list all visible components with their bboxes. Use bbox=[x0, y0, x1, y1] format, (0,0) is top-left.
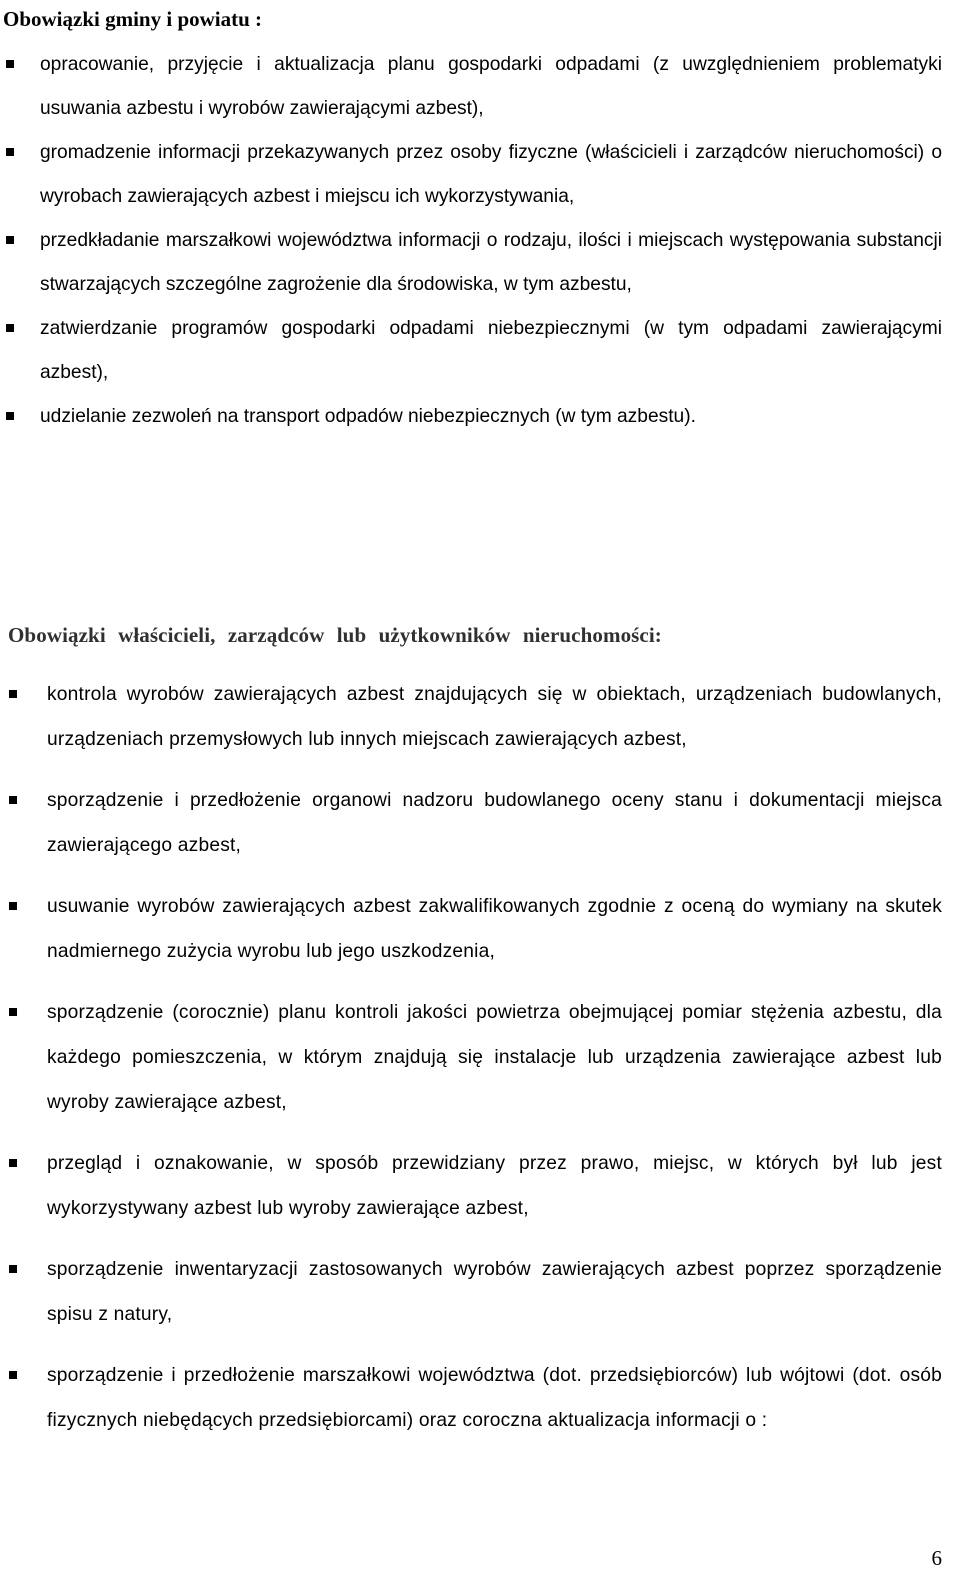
square-bullet-icon bbox=[9, 1265, 17, 1273]
list-item bbox=[0, 1247, 960, 1337]
list-item bbox=[0, 884, 960, 974]
square-bullet-icon bbox=[9, 796, 17, 804]
list-item-text: zatwierdzanie programów gospodarki odpadami niebezpiecznymi (w tym odpadami zawierającymi azbest), bbox=[40, 318, 942, 383]
list-item-text: gromadzenie informacji przekazywanych przez osoby fizyczne (właścicieli i zarządców nieruchomości) o wyrobach zawierających azbest i miejscu ich wykorzystywania, bbox=[40, 142, 942, 207]
list-item-text: udzielanie zezwoleń na transport odpadów niebezpiecznych (w tym azbestu). bbox=[40, 406, 696, 427]
list-item bbox=[0, 43, 960, 131]
list-item bbox=[0, 395, 960, 439]
section-heading: Obowiązki gminy i powiatu : bbox=[3, 7, 263, 31]
list-item bbox=[0, 990, 960, 1125]
list-item-text: opracowanie, przyjęcie i aktualizacja planu gospodarki odpadami (z uwzględnieniem problematyki usuwania azbestu i wyrobów zawierającymi azbest), bbox=[40, 54, 942, 119]
section-municipality-duties bbox=[0, 6, 960, 439]
list-item-text: kontrola wyrobów zawierających azbest znajdujących się w obiektach, urządzeniach budowlanych, urządzeniach przemysłowych lub innych miejscach zawierających azbest, bbox=[47, 684, 942, 750]
page-number: 6 bbox=[931, 1546, 942, 1570]
list-item-text: sporządzenie i przedłożenie organowi nadzoru budowlanego oceny stanu i dokumentacji miejsca zawierającego azbest, bbox=[47, 790, 942, 856]
list-item-text: usuwanie wyrobów zawierających azbest zakwalifikowanych zgodnie z oceną do wymiany na skutek nadmiernego zużycia wyrobu lub jego uszkodzenia, bbox=[47, 896, 942, 962]
list-item bbox=[0, 1353, 960, 1443]
square-bullet-icon bbox=[6, 60, 14, 68]
list-item-text: sporządzenie (corocznie) planu kontroli jakości powietrza obejmującej pomiar stężenia azbestu, dla każdego pomieszczenia, w którym znajdują się instalacje lub urządzenia zawierające azbest lub wyroby zawierające azbest, bbox=[47, 1002, 942, 1113]
duties-list bbox=[0, 43, 960, 439]
list-item bbox=[0, 672, 960, 762]
list-item bbox=[0, 778, 960, 868]
square-bullet-icon bbox=[9, 902, 17, 910]
list-item-text: przedkładanie marszałkowi województwa informacji o rodzaju, ilości i miejscach występowania substancji stwarzających szczególne zagrożenie dla środowiska, w tym azbestu, bbox=[40, 230, 942, 295]
square-bullet-icon bbox=[6, 148, 14, 156]
square-bullet-icon bbox=[6, 324, 14, 332]
square-bullet-icon bbox=[9, 1159, 17, 1167]
square-bullet-icon bbox=[9, 1371, 17, 1379]
list-item-text: sporządzenie inwentaryzacji zastosowanych wyrobów zawierających azbest poprzez sporządzenie spisu z natury, bbox=[47, 1259, 942, 1325]
section-owner-duties bbox=[0, 622, 960, 1459]
section-heading: Obowiązki właścicieli, zarządców lub użytkowników nieruchomości: bbox=[8, 623, 662, 647]
list-item-text: sporządzenie i przedłożenie marszałkowi województwa (dot. przedsiębiorców) lub wójtowi (dot. osób fizycznych niebędących przedsiębiorcami) oraz coroczna aktualizacja informacji o : bbox=[47, 1365, 942, 1431]
list-item-text: przegląd i oznakowanie, w sposób przewidziany przez prawo, miejsc, w których był lub jest wykorzystywany azbest lub wyroby zawierające azbest, bbox=[47, 1153, 942, 1219]
square-bullet-icon bbox=[6, 412, 14, 420]
list-item bbox=[0, 1141, 960, 1231]
list-item bbox=[0, 131, 960, 219]
list-item bbox=[0, 219, 960, 307]
square-bullet-icon bbox=[9, 690, 17, 698]
list-item bbox=[0, 307, 960, 395]
duties-list bbox=[0, 672, 960, 1443]
square-bullet-icon bbox=[6, 236, 14, 244]
square-bullet-icon bbox=[9, 1008, 17, 1016]
